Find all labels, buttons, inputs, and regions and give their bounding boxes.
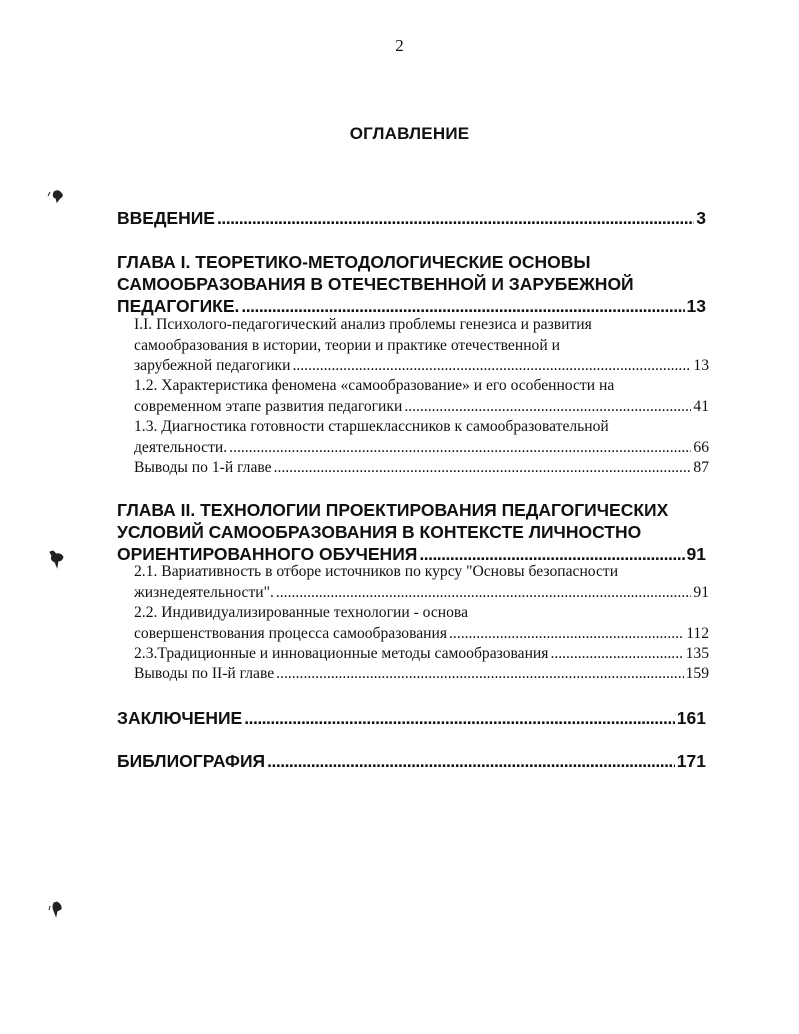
toc-entry-label: совершенствования процесса самообразования (134, 624, 448, 642)
page-title: ОГЛАВЛЕНИЕ (349, 124, 470, 143)
toc-subentry-2-conclusions[interactable] (134, 664, 709, 685)
scan-mark-icon (46, 188, 68, 204)
toc-subentry-1-3[interactable] (134, 417, 709, 458)
toc-entry-label: ЗАКЛЮЧЕНИЕ (117, 708, 243, 728)
toc-page-number: 91 (686, 544, 706, 564)
toc-entry-conclusion[interactable] (117, 707, 706, 729)
toc-page-number: 161 (676, 708, 706, 728)
toc-page-number: 13 (686, 296, 706, 316)
dot-leader (449, 624, 684, 645)
toc-entry-chapter-1[interactable] (117, 251, 706, 317)
toc-entry-label: ОРИЕНТИРОВАННОГО ОБУЧЕНИЯ (117, 544, 418, 564)
toc-subentry-line: 2.2. Индивидуализированные технологии - основа (134, 604, 469, 621)
toc-subentry-line: самообразования в истории, теории и практике отечественной и (134, 336, 560, 354)
toc-subentry-line: 1.2. Характеристика феномена «самообразование» и его особенности на (134, 377, 615, 394)
dot-leader (244, 707, 675, 729)
dot-leader (241, 295, 684, 317)
toc-entry-label: ПЕДАГОГИКЕ. (117, 296, 240, 316)
toc-subentry-2-1[interactable] (134, 562, 709, 603)
toc-entry-label: ВВЕДЕНИЕ (117, 208, 215, 228)
toc-entry-label: жизнедеятельности". (134, 583, 274, 601)
toc-heading-line: УСЛОВИЙ САМООБРАЗОВАНИЯ В КОНТЕКСТЕ ЛИЧНОСТНО (117, 522, 642, 542)
toc-page-number: 41 (693, 397, 709, 415)
dot-leader (276, 664, 683, 685)
dot-leader (217, 207, 694, 229)
toc-page-number: 13 (693, 357, 709, 374)
toc-heading-line: ГЛАВА I. ТЕОРЕТИКО-МЕТОДОЛОГИЧЕСКИЕ ОСНОВЫ (117, 252, 591, 272)
toc-page-number: 112 (686, 624, 709, 642)
scan-mark-icon (47, 549, 67, 571)
toc-heading-line: ГЛАВА II. ТЕХНОЛОГИИ ПРОЕКТИРОВАНИЯ ПЕДАГОГИЧЕСКИХ (117, 500, 669, 520)
toc-subentry-1-conclusions[interactable] (134, 458, 709, 479)
dot-leader (292, 356, 691, 377)
toc-subentry-1-1[interactable] (134, 315, 709, 377)
dot-leader (550, 644, 683, 665)
page-number: 2 (395, 36, 404, 55)
toc-entry-introduction[interactable] (117, 207, 706, 229)
toc-entry-label: современном этапе развития педагогики (134, 397, 403, 415)
toc-subentry-line: 1.3. Диагностика готовности старшеклассников к самообразовательной (134, 418, 609, 435)
toc-entry-label: зарубежной педагогики (134, 357, 291, 374)
toc-page-number: 91 (693, 583, 709, 601)
toc-subentry-2-3[interactable] (134, 644, 709, 665)
toc-entry-label: Выводы по 1-й главе (134, 459, 272, 476)
toc-heading-line: САМООБРАЗОВАНИЯ В ОТЕЧЕСТВЕННОЙ И ЗАРУБЕЖНОЙ (117, 274, 634, 294)
dot-leader (229, 438, 691, 459)
dot-leader (276, 583, 692, 604)
toc-subentry-line: 2.1. Вариативность в отборе источников по курсу "Основы безопасности (134, 563, 619, 580)
toc-entry-label: БИБЛИОГРАФИЯ (117, 751, 266, 771)
toc-subentry-line: I.I. Психолого-педагогический анализ проблемы генезиса и развития (134, 316, 592, 333)
toc-entry-bibliography[interactable] (117, 750, 706, 772)
toc-entry-label: 2.3.Традиционные и инновационные методы самообразования (134, 645, 549, 662)
toc-subentry-2-2[interactable] (134, 603, 709, 644)
toc-page-number: 159 (685, 665, 709, 682)
dot-leader (274, 458, 692, 479)
toc-page-number: 3 (696, 208, 706, 228)
dot-leader (404, 397, 691, 418)
toc-entry-chapter-2[interactable] (117, 499, 706, 565)
dot-leader (267, 750, 675, 772)
toc-page-number: 171 (676, 751, 706, 771)
toc-entry-label: деятельности. (134, 438, 228, 456)
toc-page-number: 87 (693, 459, 709, 476)
toc-subentry-1-2[interactable] (134, 376, 709, 417)
toc-page-number: 135 (685, 645, 709, 662)
scan-mark-icon (47, 900, 67, 918)
toc-entry-label: Выводы по II-й главе (134, 665, 275, 682)
toc-page-number: 66 (693, 438, 709, 456)
